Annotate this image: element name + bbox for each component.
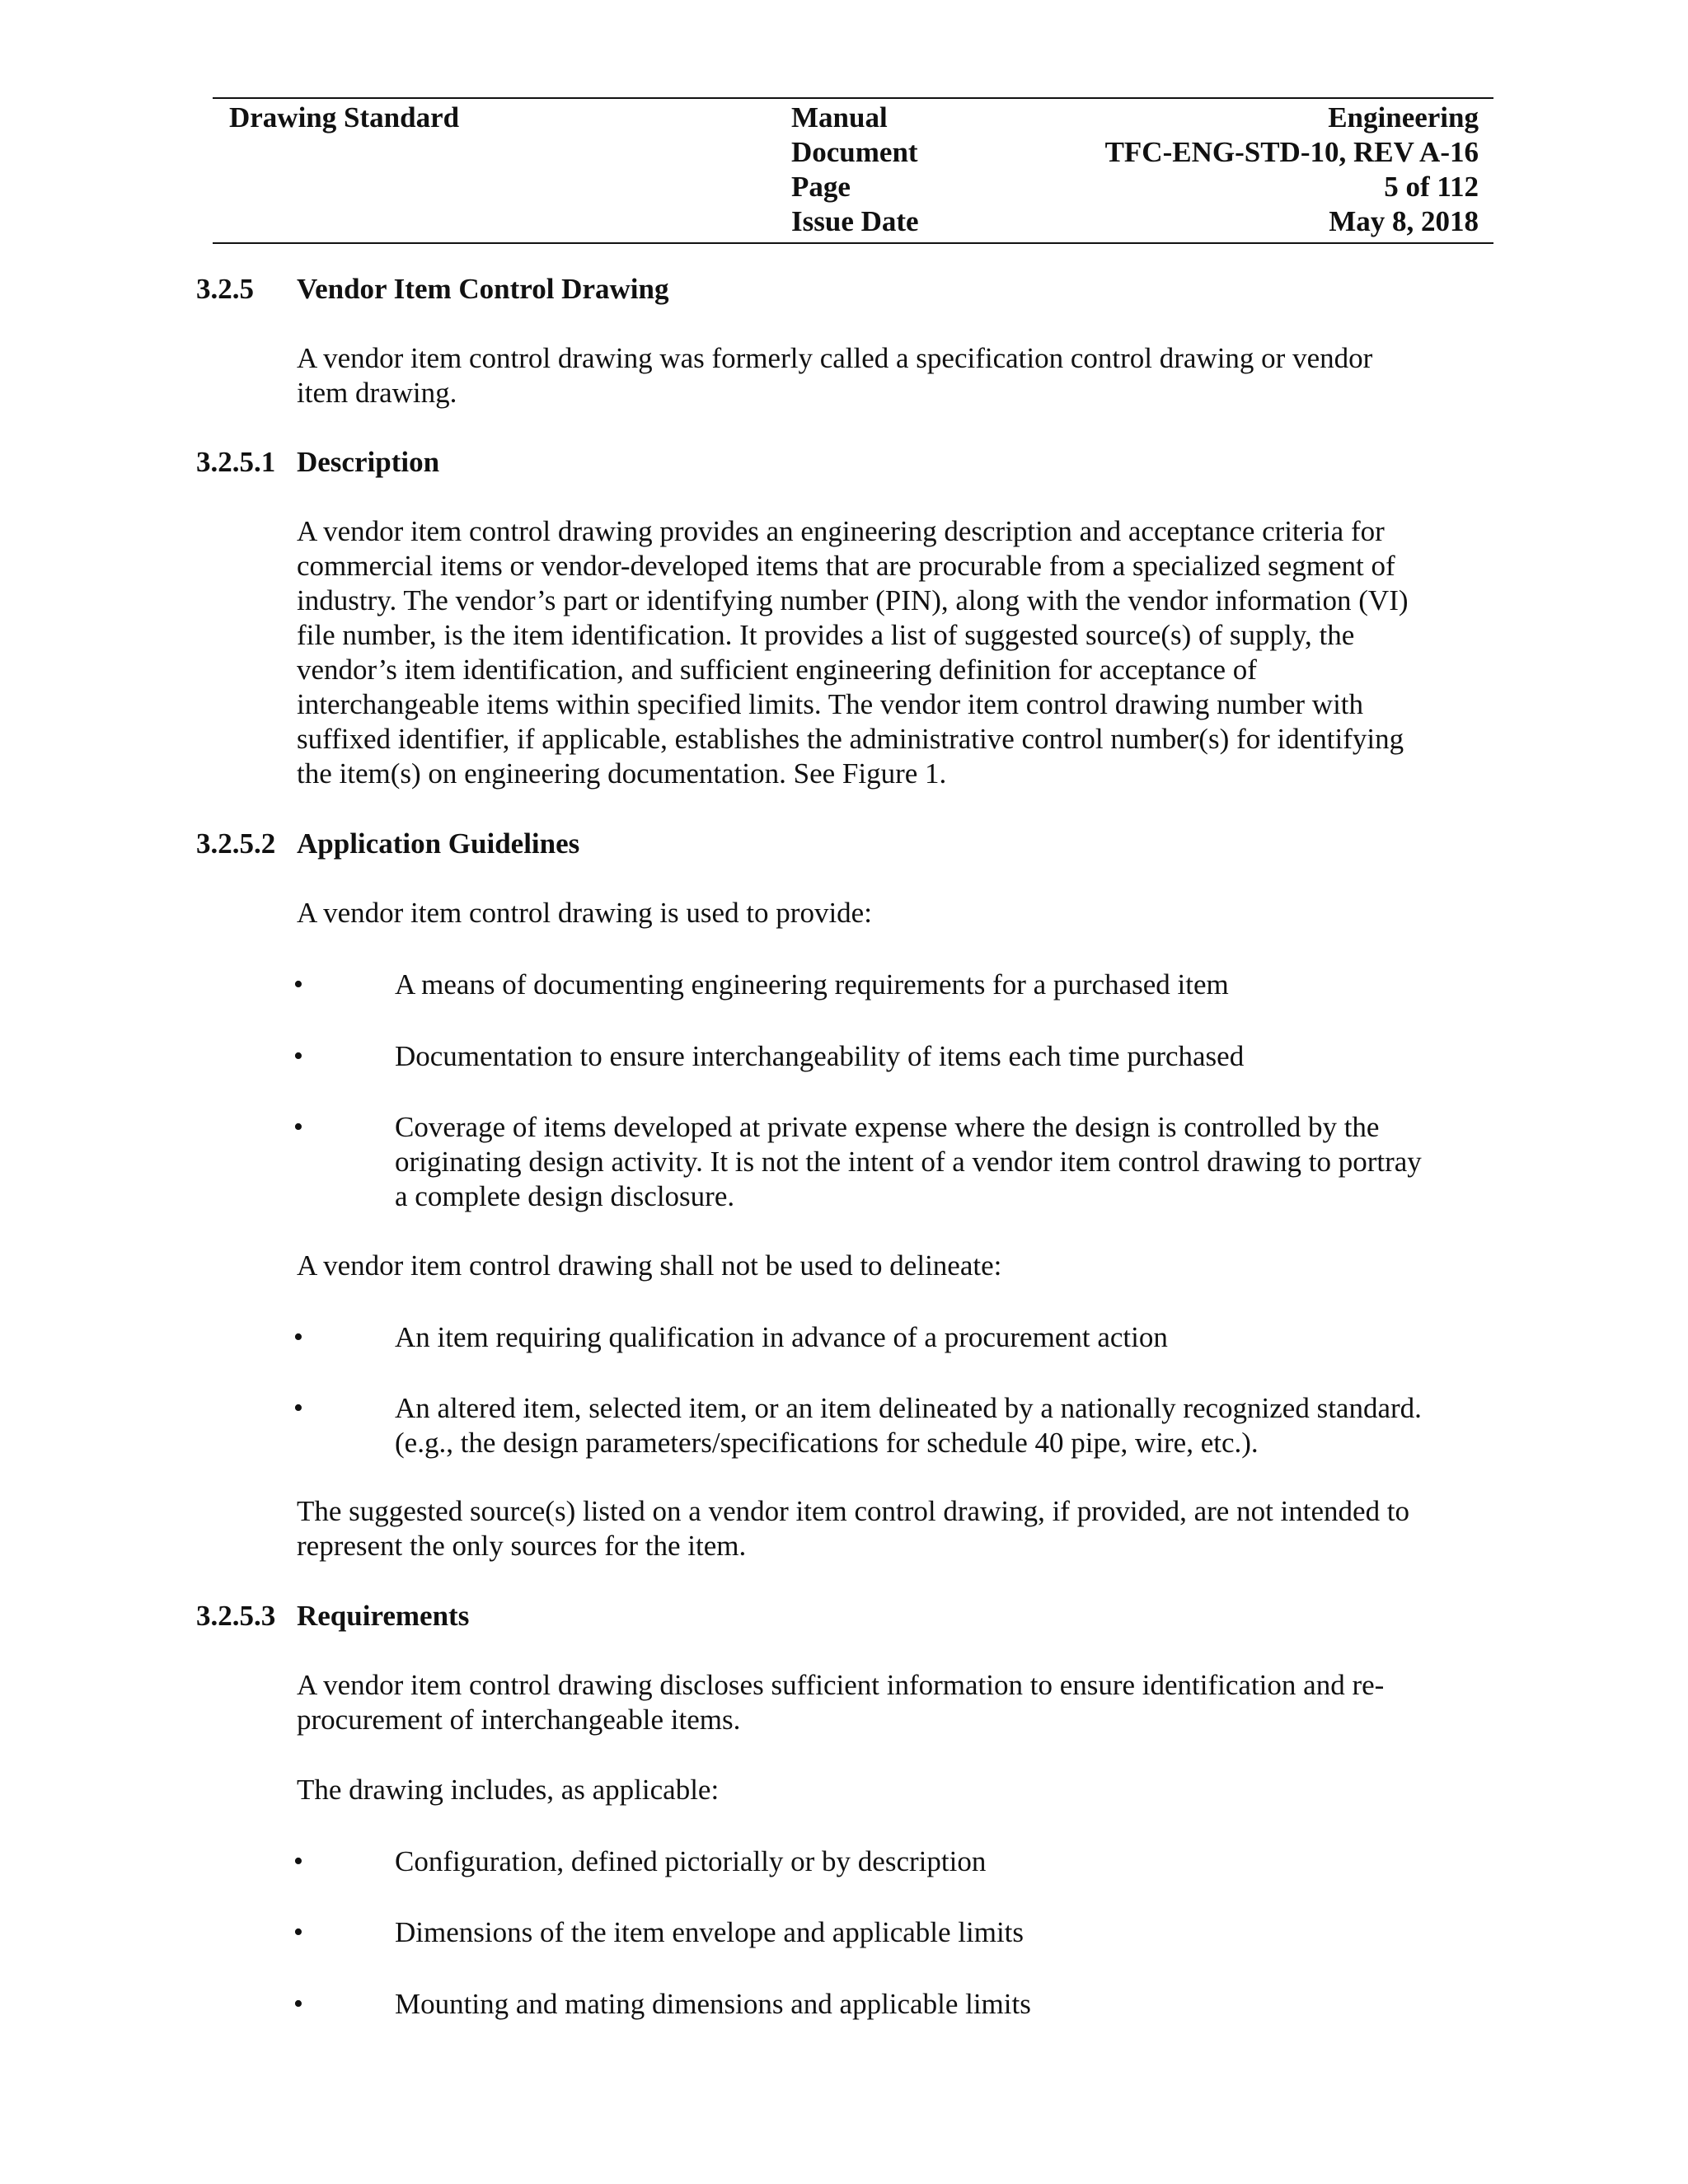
paragraph-intro-2	[297, 1249, 1001, 1283]
section-number: 3.2.5	[196, 273, 254, 305]
header-value-document: TFC-ENG-STD-10, REV A-16	[1104, 136, 1479, 168]
section-number: 3.2.5.1	[196, 446, 276, 478]
header-doc-type: Drawing Standard	[229, 101, 460, 134]
section-heading-3-2-5-1	[196, 445, 1020, 480]
header-value-issue-date: May 8, 2018	[1329, 205, 1479, 237]
bullet-icon: •	[293, 1112, 303, 1142]
text-line: A vendor item control drawing provides an engineering description and acceptance criteria for	[297, 515, 1385, 547]
section-number: 3.2.5.3	[196, 1600, 276, 1632]
header-labels	[791, 101, 919, 239]
section-heading-3-2-5-2	[196, 827, 1020, 861]
text-line: the item(s) on engineering documentation. See Figure 1.	[297, 757, 947, 790]
page-header	[213, 97, 1493, 244]
list-item-text: Configuration, defined pictorially or by description	[395, 1845, 987, 1877]
text-line: a complete design disclosure.	[395, 1180, 735, 1212]
header-label-manual: Manual	[791, 101, 888, 134]
bullet-icon: •	[293, 1393, 303, 1423]
text-line: vendor’s item identification, and sufficient engineering definition for acceptance of	[297, 654, 1257, 686]
list-item-text: Dimensions of the item envelope and applicable limits	[395, 1916, 1025, 1948]
list-item	[0, 968, 1688, 1002]
text-line: commercial items or vendor-developed items that are procurable from a specialized segment of	[297, 550, 1395, 582]
header-label-issue-date: Issue Date	[791, 205, 919, 237]
text-line: suffixed identifier, if applicable, establishes the administrative control number(s) for identifying	[297, 723, 1404, 755]
list-item-text: Documentation to ensure interchangeability of items each time purchased	[395, 1040, 1245, 1072]
section-title: Requirements	[297, 1600, 470, 1632]
list-item	[0, 1987, 1688, 2022]
header-value-page: 5 of 112	[1384, 171, 1479, 203]
text-line: item drawing.	[297, 377, 457, 409]
list-item	[0, 1915, 1688, 1950]
text-line: file number, is the item identification. It provides a list of suggested source(s) of supply, the	[297, 619, 1355, 651]
bullet-icon: •	[293, 1322, 303, 1352]
list-item	[0, 1844, 1688, 1879]
text-line: A vendor item control drawing shall not be used to delineate:	[297, 1249, 1002, 1282]
text-line: An altered item, selected item, or an item delineated by a nationally recognized standard.	[395, 1392, 1422, 1424]
header-label-page: Page	[791, 171, 851, 203]
header-label-document: Document	[791, 136, 918, 168]
text-line: industry. The vendor’s part or identifying number (PIN), along with the vendor information (VI)	[297, 584, 1409, 616]
text-line: Coverage of items developed at private expense where the design is controlled by the	[395, 1111, 1380, 1143]
text-line: The drawing includes, as applicable:	[297, 1774, 720, 1806]
paragraph-intro	[297, 896, 872, 930]
list-item-text	[395, 1110, 1422, 1214]
text-line: interchangeable items within specified limits. The vendor item control drawing number with	[297, 688, 1364, 720]
list-item-text: Mounting and mating dimensions and applicable limits	[395, 1988, 1031, 2020]
text-line: A vendor item control drawing is used to provide:	[297, 897, 872, 929]
paragraph-closing	[297, 1494, 1409, 1563]
text-line: A vendor item control drawing discloses sufficient information to ensure identification and re-	[297, 1669, 1385, 1701]
paragraph-requirements	[297, 1668, 1384, 1737]
section-title: Application Guidelines	[297, 827, 580, 860]
list-item-text: A means of documenting engineering requirements for a purchased item	[395, 968, 1229, 1001]
list-item	[0, 1039, 1688, 1074]
bullet-icon: •	[293, 1989, 303, 2019]
section-title: Vendor Item Control Drawing	[297, 273, 669, 305]
header-value-manual: Engineering	[1328, 101, 1479, 134]
bullet-icon: •	[293, 969, 303, 1000]
bullet-icon: •	[293, 1846, 303, 1877]
header-left	[229, 101, 459, 135]
list-item	[0, 1110, 1688, 1214]
section-heading-3-2-5-3	[196, 1599, 1020, 1633]
section-heading-3-2-5	[196, 272, 1020, 307]
section-title: Description	[297, 446, 440, 478]
section-number: 3.2.5.2	[196, 827, 276, 860]
text-line: The suggested source(s) listed on a vendor item control drawing, if provided, are not intended to	[297, 1495, 1410, 1527]
header-values	[1105, 101, 1479, 239]
text-line: originating design activity. It is not the intent of a vendor item control drawing to portray	[395, 1146, 1422, 1178]
paragraph-3-2-5	[297, 341, 1372, 410]
list-item-text	[395, 1391, 1422, 1460]
list-item-text: An item requiring qualification in advance of a procurement action	[395, 1321, 1168, 1353]
paragraph-description	[297, 514, 1409, 791]
list-item	[0, 1320, 1688, 1355]
text-line: A vendor item control drawing was formerly called a specification control drawing or vendor	[297, 342, 1373, 374]
text-line: represent the only sources for the item.	[297, 1530, 747, 1562]
paragraph-includes	[297, 1773, 719, 1807]
list-item	[0, 1391, 1688, 1460]
bullet-icon: •	[293, 1917, 303, 1947]
text-line: procurement of interchangeable items.	[297, 1704, 741, 1736]
bullet-icon: •	[293, 1041, 303, 1071]
text-line: (e.g., the design parameters/specifications for schedule 40 pipe, wire, etc.).	[395, 1427, 1259, 1459]
